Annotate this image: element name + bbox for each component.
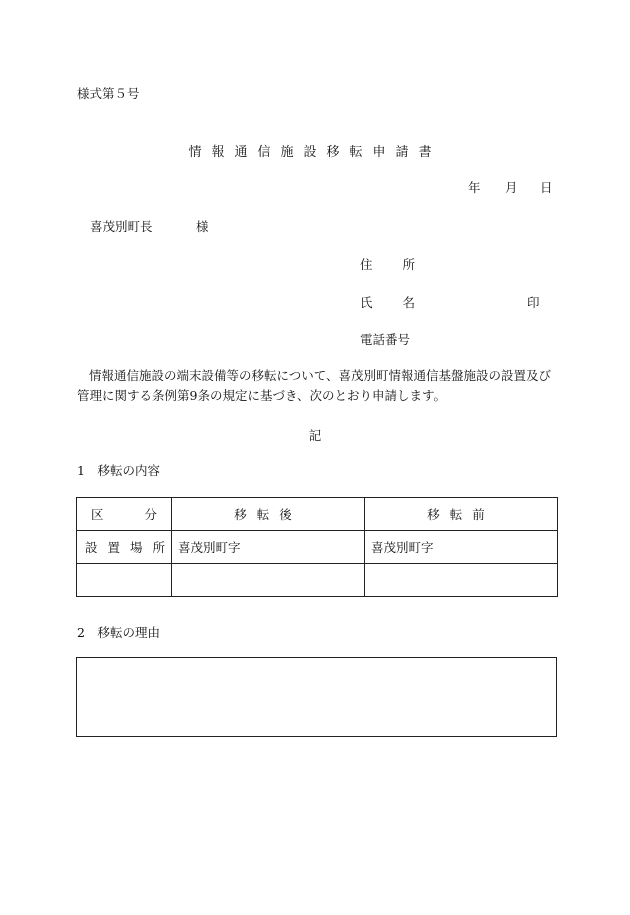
header-category-char-2: 分 xyxy=(144,507,157,522)
label-char: 所 xyxy=(152,540,165,555)
applicant-phone-label: 電話番号 xyxy=(360,332,411,347)
date-year: 年 xyxy=(468,180,481,195)
location-before-field[interactable]: 喜茂別町字 xyxy=(365,531,558,564)
header-category-char-1: 区 xyxy=(91,507,104,522)
reason-field[interactable] xyxy=(76,657,557,737)
application-body-text: 情報通信施設の端末設備等の移転について、喜茂別町情報通信基盤施設の設置及び管理に関する条例第9条の規定に基づき、次のとおり申請します。 xyxy=(77,368,552,403)
empty-label-cell[interactable] xyxy=(77,564,172,597)
table-header-row xyxy=(77,498,558,531)
seal-mark: 印 xyxy=(527,295,540,310)
relocation-table xyxy=(76,497,558,597)
date-day: 日 xyxy=(540,180,553,195)
section1-heading: 1 移転の内容 xyxy=(77,463,160,478)
empty-before-cell[interactable] xyxy=(365,564,558,597)
header-after: 移転後 xyxy=(172,498,365,531)
header-before: 移転前 xyxy=(365,498,558,531)
applicant-name-label xyxy=(360,293,415,311)
address-label-char-1: 住 xyxy=(360,257,373,272)
table-row xyxy=(77,531,558,564)
form-number: 様式第５号 xyxy=(77,86,140,101)
document-title: 情報通信施設移転申請書 xyxy=(188,145,442,160)
applicant-address-label xyxy=(360,255,415,273)
section2-heading: 2 移転の理由 xyxy=(77,625,160,640)
label-char: 場 xyxy=(129,540,143,555)
row-label-location xyxy=(77,531,172,564)
location-after-field[interactable]: 喜茂別町字 xyxy=(172,531,365,564)
addressee-name: 喜茂別町長 xyxy=(90,219,153,234)
table-row xyxy=(77,564,558,597)
label-char: 置 xyxy=(107,540,120,555)
name-label-char-1: 氏 xyxy=(360,295,373,310)
addressee xyxy=(90,217,209,235)
name-label-char-2: 名 xyxy=(402,295,415,310)
address-label-char-2: 所 xyxy=(402,257,415,272)
ki-heading: 記 xyxy=(308,428,322,443)
header-category xyxy=(77,498,172,531)
addressee-honorific: 様 xyxy=(196,219,209,234)
date-month: 月 xyxy=(505,180,518,195)
label-char: 設 xyxy=(85,540,98,555)
empty-after-cell[interactable] xyxy=(172,564,365,597)
